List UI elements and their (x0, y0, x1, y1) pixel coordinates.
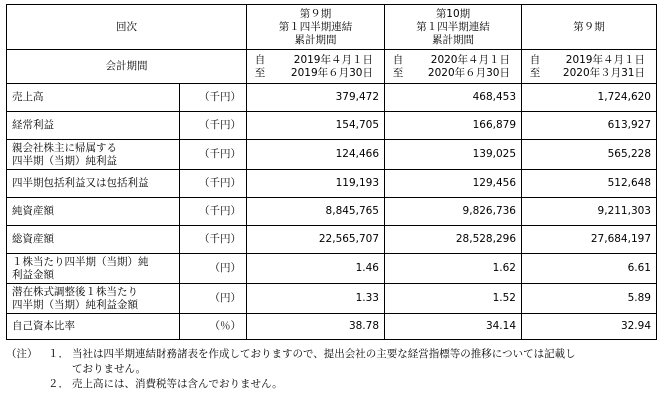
table-row (7, 198, 657, 226)
row-unit: （千円） (180, 226, 247, 254)
row-label (7, 284, 180, 314)
table-row (7, 254, 657, 284)
header-col-3-title (522, 5, 657, 50)
footnote-text: 売上高には、消費税等は含んでおりません。 (72, 378, 283, 390)
row-unit: （千円） (180, 112, 247, 140)
footnote-text: 当社は四半期連結財務諸表を作成しておりますので、提出会社の主要な経営指標等の推移については記載し (72, 348, 576, 360)
footnote-1 (6, 347, 658, 362)
period-to-label: 至 (254, 66, 266, 79)
row-unit: （千円） (180, 140, 247, 170)
cell-value: 124,466 (247, 140, 385, 170)
row-label: 経常利益 (7, 112, 180, 140)
cell-value: 1.62 (385, 254, 522, 284)
period-from-label: 自 (254, 53, 266, 66)
cell-value: 34.14 (385, 314, 522, 340)
cell-value: 129,456 (385, 170, 522, 198)
cell-value: 565,228 (522, 140, 657, 170)
cell-value: 27,684,197 (522, 226, 657, 254)
cell-value: 139,025 (385, 140, 522, 170)
footnote-2 (6, 377, 658, 392)
cell-value: 8,845,765 (247, 198, 385, 226)
period-to-label: 至 (392, 66, 404, 79)
header-col-1-line-1: 第９期 (299, 7, 332, 20)
row-label-line-2: 利益金額 (12, 268, 54, 281)
table-row (7, 284, 657, 314)
cell-value: 1.52 (385, 284, 522, 314)
footnote-number: ２． (48, 378, 69, 390)
period-from-date: 2019年４月１日 (293, 53, 373, 66)
period-from-date: 2019年４月１日 (565, 53, 645, 66)
footnote-prefix: （注） (6, 348, 38, 360)
cell-value: 38.78 (247, 314, 385, 340)
row-label: 売上高 (7, 84, 180, 112)
cell-value: 613,927 (522, 112, 657, 140)
row-label (7, 140, 180, 170)
row-unit: （千円） (180, 84, 247, 112)
row-unit: （千円） (180, 198, 247, 226)
header-col-2-period (385, 50, 522, 84)
cell-value: 1,724,620 (522, 84, 657, 112)
row-label-line-1: 潜在株式調整後１株当たり (12, 285, 138, 298)
cell-value: 166,879 (385, 112, 522, 140)
row-unit: （円） (180, 284, 247, 314)
period-from-label: 自 (529, 53, 541, 66)
table-row (7, 314, 657, 340)
header-col-2-line-2: 第１四半期連結 (416, 20, 490, 33)
footnote-1-continuation: ておりません。 (72, 363, 147, 375)
header-kaiji-label: 回次 (7, 5, 247, 50)
cell-value: 22,565,707 (247, 226, 385, 254)
cell-value: 32.94 (522, 314, 657, 340)
row-label-line-2: 四半期（当期）純利益 (12, 154, 117, 167)
header-col-2-line-3: 累計期間 (432, 33, 474, 46)
table-row (7, 140, 657, 170)
cell-value: 154,705 (247, 112, 385, 140)
header-col-2-line-1: 第10期 (435, 7, 471, 20)
row-unit: （円） (180, 254, 247, 284)
footnote-number: １． (48, 348, 69, 360)
cell-value: 9,211,303 (522, 198, 657, 226)
cell-value: 5.89 (522, 284, 657, 314)
header-col-1-period (247, 50, 385, 84)
table-row (7, 170, 657, 198)
header-col-2-title (385, 5, 522, 50)
row-label (7, 254, 180, 284)
period-from-label: 自 (392, 53, 404, 66)
cell-value: 468,453 (385, 84, 522, 112)
row-label-line-2: 四半期（当期）純利益金額 (12, 298, 138, 311)
row-unit: （千円） (180, 170, 247, 198)
period-to-label: 至 (529, 66, 541, 79)
table-row (7, 112, 657, 140)
row-label-line-1: 親会社株主に帰属する (12, 141, 117, 154)
row-label: 総資産額 (7, 226, 180, 254)
header-col-1-line-3: 累計期間 (294, 33, 337, 46)
row-unit: （％） (180, 314, 247, 340)
row-label: 純資産額 (7, 198, 180, 226)
footnotes (6, 347, 658, 392)
table-row (7, 84, 657, 112)
period-to-date: 2020年６月30日 (427, 66, 510, 79)
header-col-3-period (522, 50, 657, 84)
period-to-date: 2020年３月31日 (562, 66, 645, 79)
financial-summary-table (6, 4, 657, 340)
cell-value: 1.46 (247, 254, 385, 284)
cell-value: 1.33 (247, 284, 385, 314)
cell-value: 28,528,296 (385, 226, 522, 254)
row-label: 自己資本比率 (7, 314, 180, 340)
row-label: 四半期包括利益又は包括利益 (7, 170, 180, 198)
cell-value: 6.61 (522, 254, 657, 284)
header-col-3-line-1: 第９期 (573, 20, 605, 33)
cell-value: 379,472 (247, 84, 385, 112)
cell-value: 119,193 (247, 170, 385, 198)
cell-value: 9,826,736 (385, 198, 522, 226)
cell-value: 512,648 (522, 170, 657, 198)
header-row-period (7, 50, 657, 84)
table-row (7, 226, 657, 254)
header-col-1-line-2: 第１四半期連結 (278, 20, 353, 33)
row-label-line-1: １株当たり四半期（当期）純 (12, 255, 149, 268)
header-row-kaiji (7, 5, 657, 50)
period-from-date: 2020年４月１日 (430, 53, 510, 66)
header-col-1-title (247, 5, 385, 50)
header-period-label: 会計期間 (7, 50, 247, 84)
period-to-date: 2019年６月30日 (290, 66, 373, 79)
